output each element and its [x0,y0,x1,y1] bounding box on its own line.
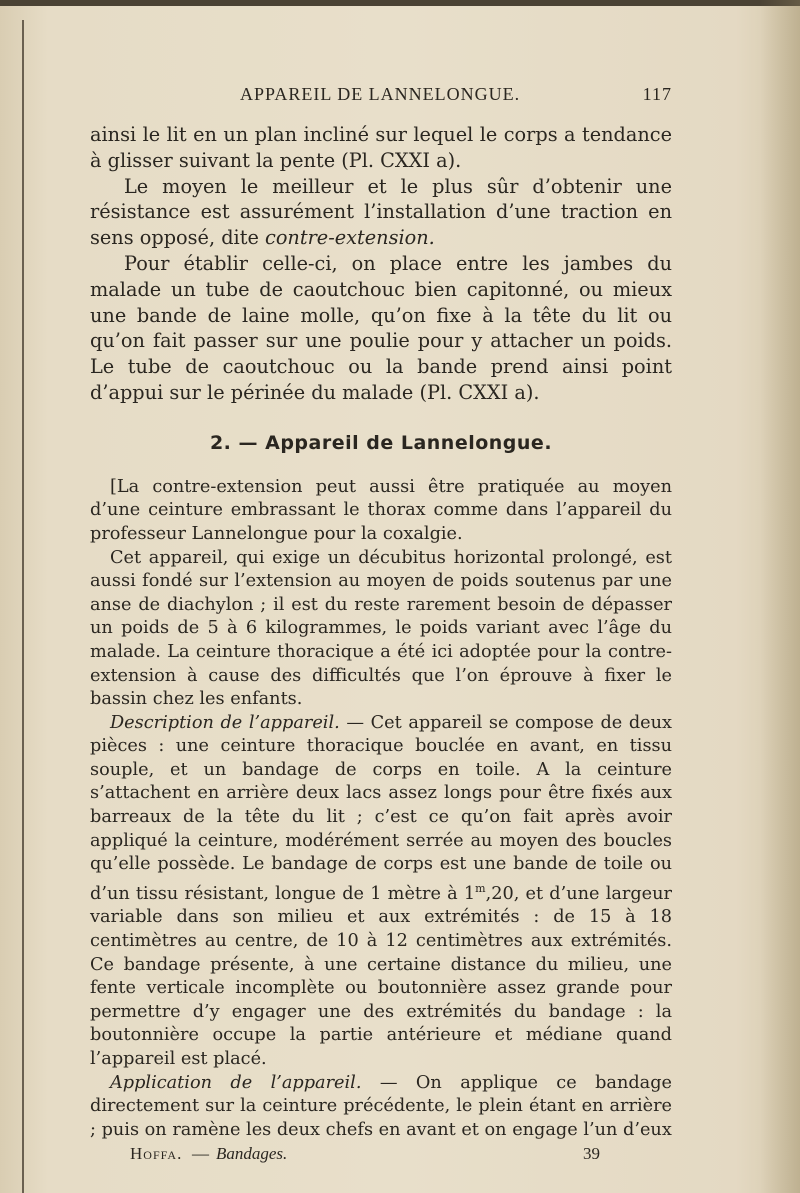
paragraph-3: Pour établir celle-ci, on place entre les jambes du malade un tube de caoutchouc bien capitonné, ou mieux une bande de laine molle, qu’on fixe à la tête du lit ou qu’on fait passer sur une poulie pour y attacher un poids. Le tube de caoutchouc ou la bande prend ainsi point d’appui sur le périnée du malade (Pl. CXXI a). [90,251,672,404]
page-right-shadow [760,0,800,1193]
small-paragraph-2: Cet appareil, qui exige un décubitus horizontal prolongé, est aussi fondé sur l’extension au moyen de poids soutenus par une anse de diachylon ; il est du reste rarement besoin de dépasser un poids de 5 à 6 kilogrammes, le poids variant avec l’âge du malade. La ceinture thoracique a été ici adoptée pour la contre-extension à cause des difficultés que l’on éprouve à fixer le bassin chez les enfants. [90,547,672,710]
page-number: 117 [642,84,672,104]
page-top-edge [0,0,800,6]
footer-author: Hoffa. [130,1144,183,1163]
paragraph-2-text: Le moyen le meilleur et le plus sûr d’obtenir une résistance est assurément l’installation d’une traction en sens opposé, dite [90,174,672,250]
footer-signature-mark: 39 [583,1144,600,1163]
application-text: — On applique ce bandage directement sur la ceinture précédente, le plein étant en arrière ; puis on ramène les deux chefs en avant et on engage l’un d’eux [90,1072,672,1140]
binding-line [22,20,24,1193]
page-body [90,122,672,1142]
application-label: Application de l’appareil. [110,1072,362,1093]
small-paragraph-1: [La contre-extension peut aussi être pratiquée au moyen d’une ceinture embrassant le thorax comme dans l’appareil du professeur Lannelongue pour la coxalgie. [90,476,672,544]
description-text: — Cet appareil se compose de deux pièces : une ceinture thoracique bouclée en avant, en tissu souple, et un bandage de corps en toile. A la ceinture s’attachent en arrière deux lacs assez longs pour être fixés aux barreaux de la tête du lit ; c’est ce qu’on fait après avoir appliqué la ceinture, modérément serrée au moyen des boucles qu’elle possède. Le bandage de corps est une bande de toile ou d’un tissu résistant, longue de 1 mètre à 1 [90,712,672,904]
small-paragraph-4 [90,1072,672,1143]
paragraph-1: ainsi le lit en un plan incliné sur lequel le corps a tendance à glisser suivant la pente (Pl. CXXI a). [90,123,672,172]
meter-superscript: m [475,881,486,895]
footer-dash: — [192,1144,209,1163]
paragraph-2-term: contre-extension. [265,226,435,250]
running-head-title: APPAREIL DE LANNELONGUE. [240,84,521,104]
description-text-continued: ,20, et d’une largeur variable dans son milieu et aux extrémités : de 15 à 18 centimètres au centre, de 10 à 12 centimètres aux extrémités. Ce bandage présente, à une certaine distance du milieu, une fente verticale incomplète ou boutonnière assez grande pour permettre d’y engager une des extrémités du bandage : la boutonnière occupe la partie antérieure et médiane quand l’appareil est placé. [90,883,672,1069]
footer-book-title: Bandages. [216,1144,288,1163]
small-paragraph-3 [90,712,672,1072]
page-binding-edge [0,0,24,1193]
description-label: Description de l’appareil. [110,712,340,733]
paragraph-2 [90,174,672,251]
running-head [90,84,672,110]
section-heading: 2. — Appareil de Lannelongue. [209,431,553,454]
page-footer [130,1144,600,1168]
